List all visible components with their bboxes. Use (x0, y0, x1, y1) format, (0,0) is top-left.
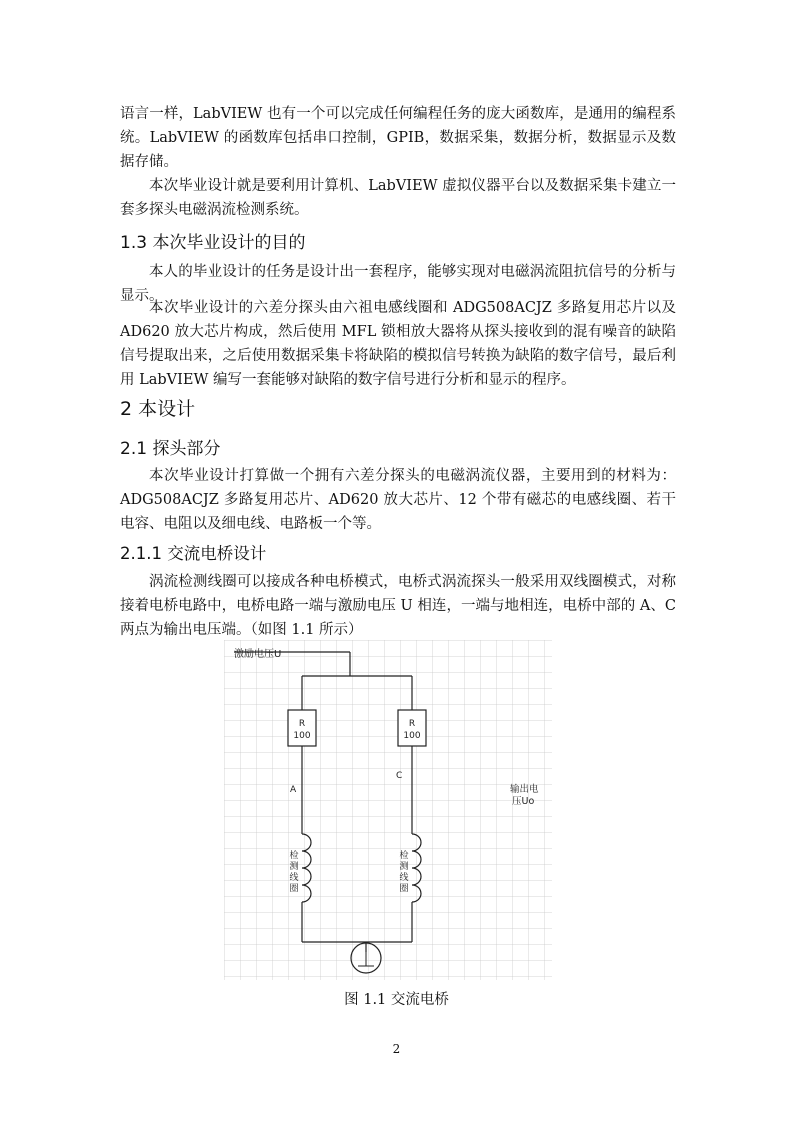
heading-2-1: 2.1 探头部分 (120, 439, 221, 459)
svg-text:圈: 圈 (399, 884, 409, 894)
node-a-label: A (290, 785, 297, 795)
figure-caption: 图 1.1 交流电桥 (344, 992, 449, 1008)
paragraph-task: 本人的毕业设计的任务是设计出一套程序，能够实现对电磁涡流阻抗信号的分析与显示。 (120, 264, 676, 304)
svg-text:线: 线 (289, 873, 299, 883)
heading-2-1-1: 2.1.1 交流电桥设计 (120, 544, 267, 563)
resistor-right-symbol: R (408, 719, 416, 729)
page-number: 2 (392, 1042, 401, 1056)
output-voltage-label-line1: 输出电 (510, 784, 539, 795)
ac-bridge-figure (224, 640, 552, 980)
svg-text:检: 检 (399, 851, 409, 861)
paragraph-probe-overview: 本次毕业设计的六差分探头由六祖电感线圈和 ADG508ACJZ 多路复用芯片以及 AD620 放大芯片构成，然后使用 MFL 锁相放大器将从探头接收到的混有噪音的缺陷信号提取出来，之后使用数据采集卡将缺陷的模拟信号转换为缺陷的数字信号，最后利用 LabVIEW 编写一套能够对缺陷的数字信号进行分析和显示的程序。 (120, 300, 676, 388)
svg-text:圈: 圈 (289, 884, 299, 894)
coil-right-label (399, 849, 408, 894)
resistor-left-symbol: R (298, 719, 306, 729)
svg-text:检: 检 (289, 851, 299, 861)
resistor-left-value: 100 (293, 731, 311, 741)
svg-text:线: 线 (399, 873, 409, 883)
paragraph-materials: 本次毕业设计打算做一个拥有六差分探头的电磁涡流仪器，主要用到的材料为：ADG508ACJZ 多路复用芯片、AD620 放大芯片、12 个带有磁芯的电感线圈、若干电容、电阻以及细电线、电路板一个等。 (120, 468, 676, 532)
heading-1-3: 1.3 本次毕业设计的目的 (120, 233, 306, 253)
grid-background (224, 640, 552, 980)
coil-left-label (289, 849, 298, 894)
heading-2: 2 本设计 (120, 398, 196, 420)
svg-text:测: 测 (289, 862, 299, 872)
paragraph-design-purpose-intro: 本次毕业设计就是要利用计算机、LabVIEW 虚拟仪器平台以及数据采集卡建立一套多探头电磁涡流检测系统。 (120, 178, 676, 218)
paragraph-bridge-description: 涡流检测线圈可以接成各种电桥模式，电桥式涡流探头一般采用双线圈模式，对称接着电桥电路中，电桥电路一端与激励电压 U 相连，一端与地相连，电桥中部的 A、C 两点为输出电压端。（如图 1.1 所示） (120, 574, 676, 638)
paragraph-function-library: 语言一样，LabVIEW 也有一个可以完成任何编程任务的庞大函数库，是通用的编程系统。LabVIEW 的函数库包括串口控制，GPIB，数据采集，数据分析，数据显示及数据存储。 (120, 106, 676, 170)
ac-bridge-diagram (224, 640, 552, 980)
excitation-voltage-label: 激励电压U (234, 649, 282, 660)
output-voltage-label-line2: 压Uo (512, 796, 535, 807)
svg-text:测: 测 (399, 862, 409, 872)
resistor-right-value: 100 (403, 731, 421, 741)
node-c-label: C (396, 771, 403, 781)
